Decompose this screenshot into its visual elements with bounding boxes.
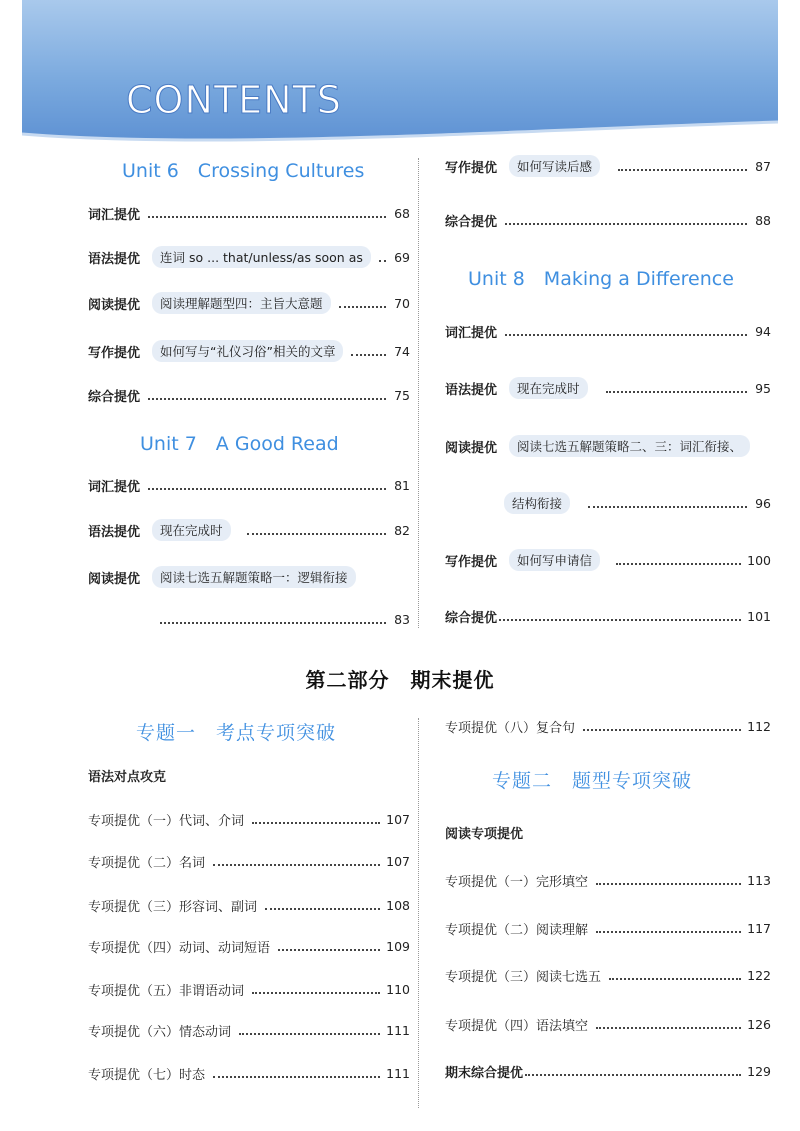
leader-dots [583,729,741,731]
page-number: 95 [755,380,771,396]
page-number: 96 [755,495,771,511]
leader-dots [499,619,741,621]
toc-row[interactable] [445,208,771,232]
topic-tag: 现在完成时 [509,377,588,399]
page-number: 101 [747,608,771,624]
toc-row[interactable] [445,434,771,458]
row-label: 语法提优 [88,251,141,267]
part-2-title: 第二部分 期末提优 [305,668,495,692]
page-number: 111 [386,1065,410,1081]
leader-dots [505,334,747,336]
leader-dots [148,216,386,218]
toc-row[interactable] [445,916,771,940]
page-number: 70 [394,295,410,311]
page-number: 108 [386,897,410,913]
toc-row[interactable] [88,291,410,315]
row-text: 专项提优（六）情态动词 [88,1024,232,1040]
toc-row[interactable] [445,376,771,400]
toc-row[interactable] [88,1061,410,1085]
page-number: 129 [747,1063,771,1079]
topic-tag: 现在完成时 [152,519,231,541]
page-number: 69 [394,249,410,265]
leader-dots [339,306,386,308]
column-divider-top [418,158,419,628]
page-number: 94 [755,323,771,339]
leader-dots [351,354,386,356]
leader-dots [596,883,741,885]
page-number: 112 [747,718,771,734]
page-number: 100 [747,552,771,568]
unit-6-title: Unit 6 Crossing Cultures [122,160,365,182]
leader-dots [239,1033,380,1035]
section-2-subheading: 阅读专项提优 [445,827,524,842]
section-1-title: 专题一 考点专项突破 [136,722,337,744]
row-label: 语法提优 [88,524,141,540]
leader-dots [247,533,386,535]
unit-7-title: Unit 7 A Good Read [140,433,339,455]
toc-row[interactable] [88,473,410,497]
toc-row[interactable] [88,893,410,917]
leader-dots [252,822,380,824]
row-text: 专项提优（七）时态 [88,1067,206,1083]
leader-dots [252,992,380,994]
row-text: 专项提优（二）阅读理解 [445,922,589,938]
leader-dots [588,506,747,508]
page-number: 107 [386,811,410,827]
leader-dots [148,398,386,400]
row-label: 写作提优 [445,554,498,570]
toc-row[interactable] [445,548,771,572]
toc-row[interactable] [445,868,771,892]
row-text: 专项提优（三）形容词、副词 [88,899,258,915]
topic-tag: 如何写读后感 [509,155,600,177]
column-divider-bottom [418,718,419,1108]
toc-row[interactable] [445,963,771,987]
toc-row-continued[interactable] [160,607,410,631]
toc-row-continued[interactable] [504,491,771,515]
page-number: 113 [747,872,771,888]
leader-dots [525,1074,741,1076]
leader-dots [606,391,747,393]
row-label: 写作提优 [445,160,498,176]
toc-row[interactable] [88,245,410,269]
page-number: 117 [747,920,771,936]
topic-tag: 连词 so ... that/unless/as soon as [152,246,371,268]
topic-tag: 阅读七选五解题策略一：逻辑衔接 [152,566,356,588]
topic-tag: 结构衔接 [504,492,570,514]
topic-tag: 如何写申请信 [509,549,600,571]
row-label: 写作提优 [88,345,141,361]
row-label: 期末综合提优 [445,1065,524,1081]
leader-dots [618,169,747,171]
toc-row[interactable] [88,518,410,542]
leader-dots [616,563,741,565]
toc-row[interactable] [445,714,771,738]
row-label: 词汇提优 [88,479,141,495]
page-number: 126 [747,1016,771,1032]
toc-row[interactable] [445,154,771,178]
section-2-title: 专题二 题型专项突破 [492,770,693,792]
topic-tag: 如何写与“礼仪习俗”相关的文章 [152,340,343,362]
toc-row[interactable] [88,383,410,407]
page-number: 68 [394,205,410,221]
toc-row[interactable] [88,1018,410,1042]
section-1-subheading: 语法对点攻克 [88,770,167,785]
row-label: 综合提优 [445,214,498,230]
row-label: 阅读提优 [88,571,141,587]
leader-dots [379,260,386,262]
page-number: 87 [755,158,771,174]
row-label: 阅读提优 [445,440,498,456]
page-number: 75 [394,387,410,403]
page-number: 107 [386,853,410,869]
row-text: 专项提优（一）代词、介词 [88,813,245,829]
row-text: 专项提优（八）复合句 [445,720,576,736]
leader-dots [213,864,380,866]
page-number: 88 [755,212,771,228]
toc-row[interactable] [445,319,771,343]
row-text: 专项提优（三）阅读七选五 [445,969,602,985]
toc-row[interactable] [88,934,410,958]
row-text: 专项提优（一）完形填空 [445,874,589,890]
topic-tag: 阅读理解题型四：主旨大意题 [152,292,331,314]
toc-row[interactable] [445,1012,771,1036]
page-number: 111 [386,1022,410,1038]
topic-tag: 阅读七选五解题策略二、三：词汇衔接、 [509,435,750,457]
leader-dots [160,622,386,624]
toc-row[interactable] [445,1059,771,1083]
row-label: 阅读提优 [88,297,141,313]
row-text: 专项提优（四）动词、动词短语 [88,940,271,956]
leader-dots [505,223,747,225]
row-label: 综合提优 [445,610,498,626]
page-number: 82 [394,522,410,538]
leader-dots [596,931,741,933]
page-number: 110 [386,981,410,997]
page-title: CONTENTS [126,78,342,122]
leader-dots [213,1076,380,1078]
unit-8-title: Unit 8 Making a Difference [468,268,734,290]
page-number: 74 [394,343,410,359]
row-text: 专项提优（五）非谓语动词 [88,983,245,999]
row-label: 词汇提优 [445,325,498,341]
toc-row[interactable] [445,604,771,628]
row-label: 综合提优 [88,389,141,405]
toc-row[interactable] [88,339,410,363]
row-label: 词汇提优 [88,207,141,223]
leader-dots [278,949,380,951]
toc-row[interactable] [88,807,410,831]
page-number: 109 [386,938,410,954]
page-number: 81 [394,477,410,493]
leader-dots [596,1027,741,1029]
page-number: 83 [394,611,410,627]
toc-row[interactable] [88,849,410,873]
toc-row[interactable] [88,565,410,589]
row-text: 专项提优（二）名词 [88,855,206,871]
leader-dots [148,488,386,490]
page-number: 122 [747,967,771,983]
row-label: 语法提优 [445,382,498,398]
row-text: 专项提优（四）语法填空 [445,1018,589,1034]
leader-dots [265,908,380,910]
toc-row[interactable] [88,201,410,225]
toc-row[interactable] [88,977,410,1001]
leader-dots [609,978,741,980]
